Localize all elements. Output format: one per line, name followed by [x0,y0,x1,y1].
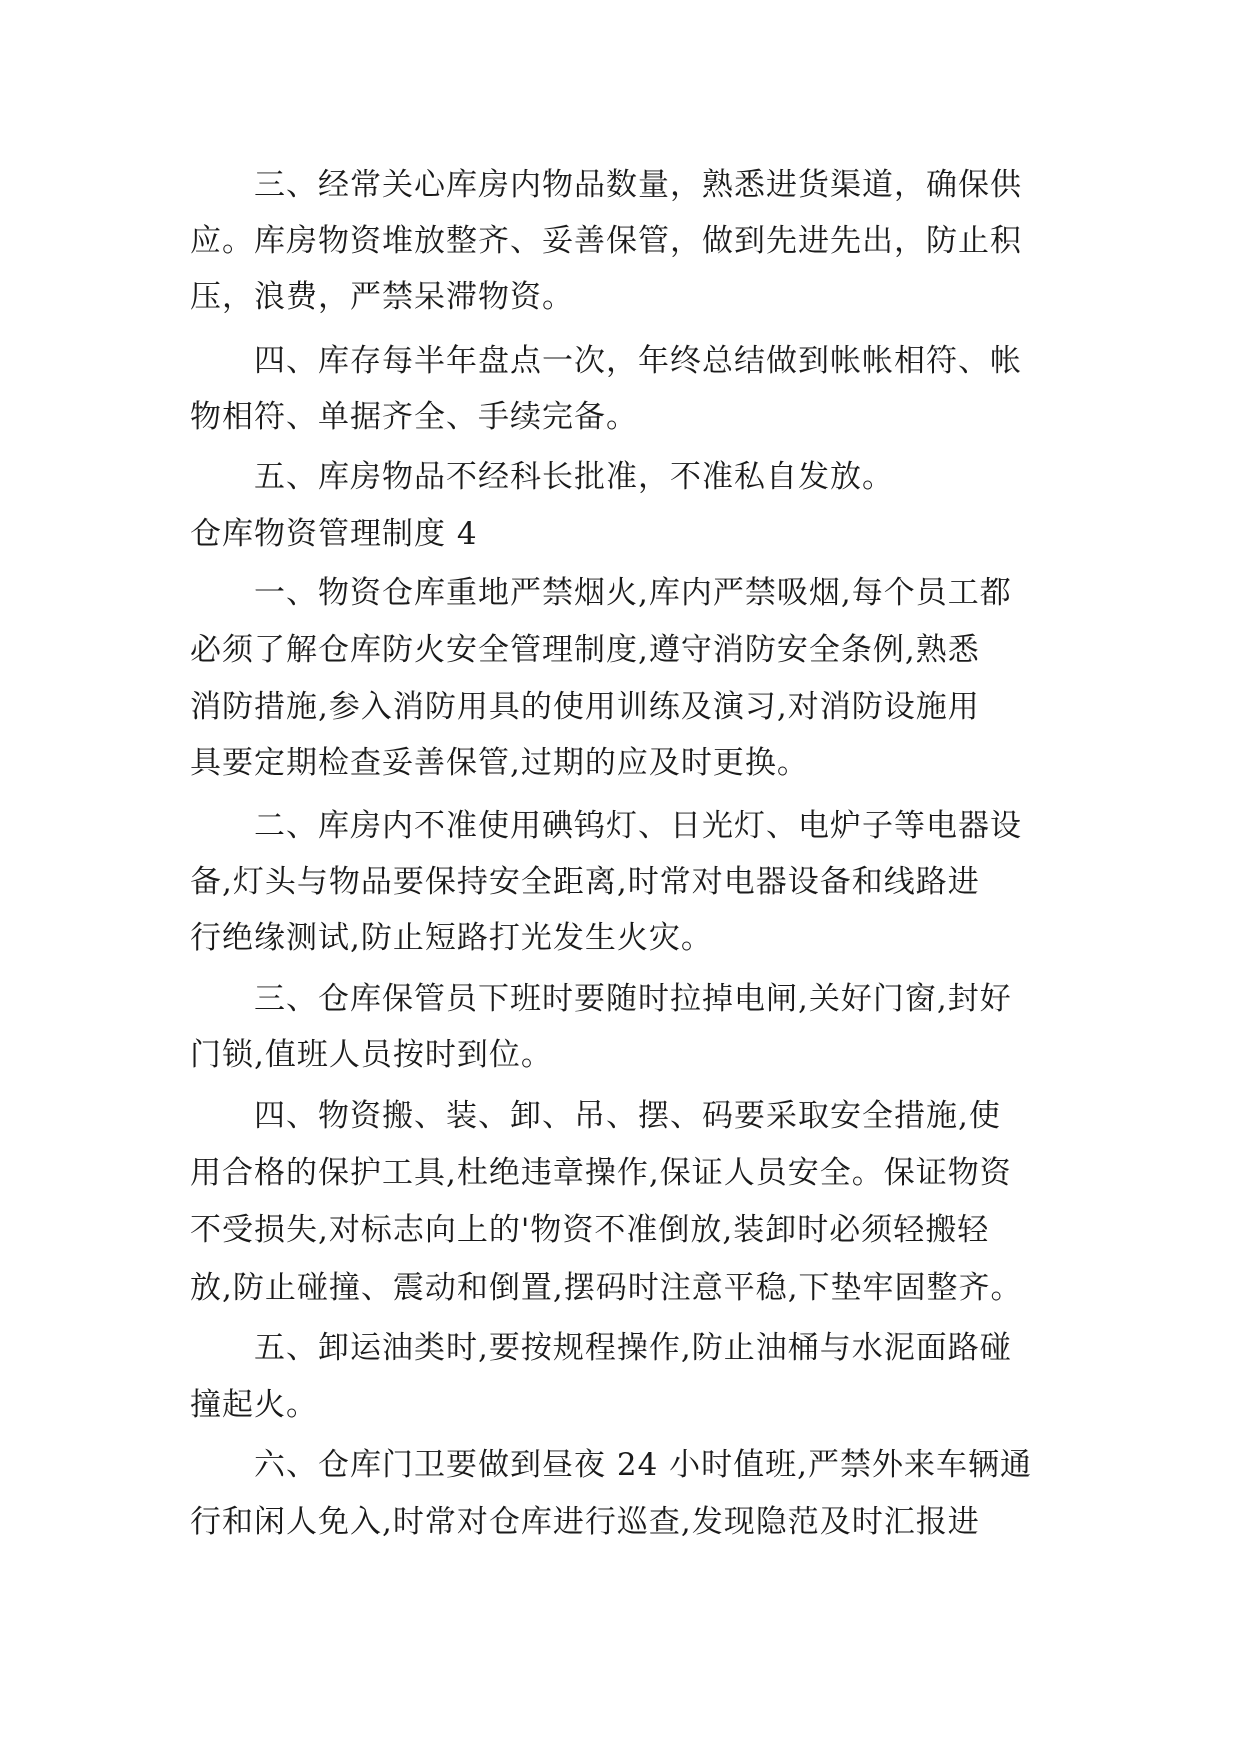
paragraph-line: 行绝缘测试,防止短路打光发生火灾。 [190,920,713,956]
paragraph-line: 四、物资搬、装、卸、吊、摆、码要采取安全措施,使 [254,1098,1001,1134]
paragraph-line: 一、物资仓库重地严禁烟火,库内严禁吸烟,每个员工都 [254,575,1012,611]
paragraph-line: 六、仓库门卫要做到昼夜 24 小时值班,严禁外来车辆通 [254,1447,1033,1483]
paragraph-line: 压，浪费，严禁呆滞物资。 [190,279,574,315]
section-title: 仓库物资管理制度 4 [190,516,478,552]
paragraph-line: 二、库房内不准使用碘钨灯、日光灯、电炉子等电器设 [254,808,1022,844]
paragraph-line: 用合格的保护工具,杜绝违章操作,保证人员安全。保证物资 [190,1155,1012,1191]
paragraph-line: 消防措施,参入消防用具的使用训练及演习,对消防设施用 [190,689,980,725]
paragraph-line: 撞起火。 [190,1387,318,1423]
paragraph-line: 四、库存每半年盘点一次，年终总结做到帐帐相符、帐 [254,343,1022,379]
paragraph-line: 行和闲人免入,时常对仓库进行巡查,发现隐范及时汇报进 [190,1504,980,1540]
paragraph-line: 备,灯头与物品要保持安全距离,时常对电器设备和线路进 [190,864,980,900]
paragraph-line: 物相符、单据齐全、手续完备。 [190,399,638,435]
paragraph-line: 应。库房物资堆放整齐、妥善保管，做到先进先出，防止积 [190,223,1022,259]
paragraph-line: 三、经常关心库房内物品数量，熟悉进货渠道，确保供 [254,167,1022,203]
paragraph-line: 不受损失,对标志向上的'物资不准倒放,装卸时必须轻搬轻 [190,1212,990,1248]
paragraph-line: 三、仓库保管员下班时要随时拉掉电闸,关好门窗,封好 [254,981,1012,1017]
paragraph-line: 放,防止碰撞、震动和倒置,摆码时注意平稳,下垫牢固整齐。 [190,1270,1023,1306]
paragraph-line: 五、卸运油类时,要按规程操作,防止油桶与水泥面路碰 [254,1330,1012,1366]
paragraph-line: 门锁,值班人员按时到位。 [190,1037,553,1073]
paragraph-line: 必须了解仓库防火安全管理制度,遵守消防安全条例,熟悉 [190,632,980,668]
paragraph-line: 五、库房物品不经科长批准，不准私自发放。 [254,459,894,495]
paragraph-line: 具要定期检查妥善保管,过期的应及时更换。 [190,745,809,781]
